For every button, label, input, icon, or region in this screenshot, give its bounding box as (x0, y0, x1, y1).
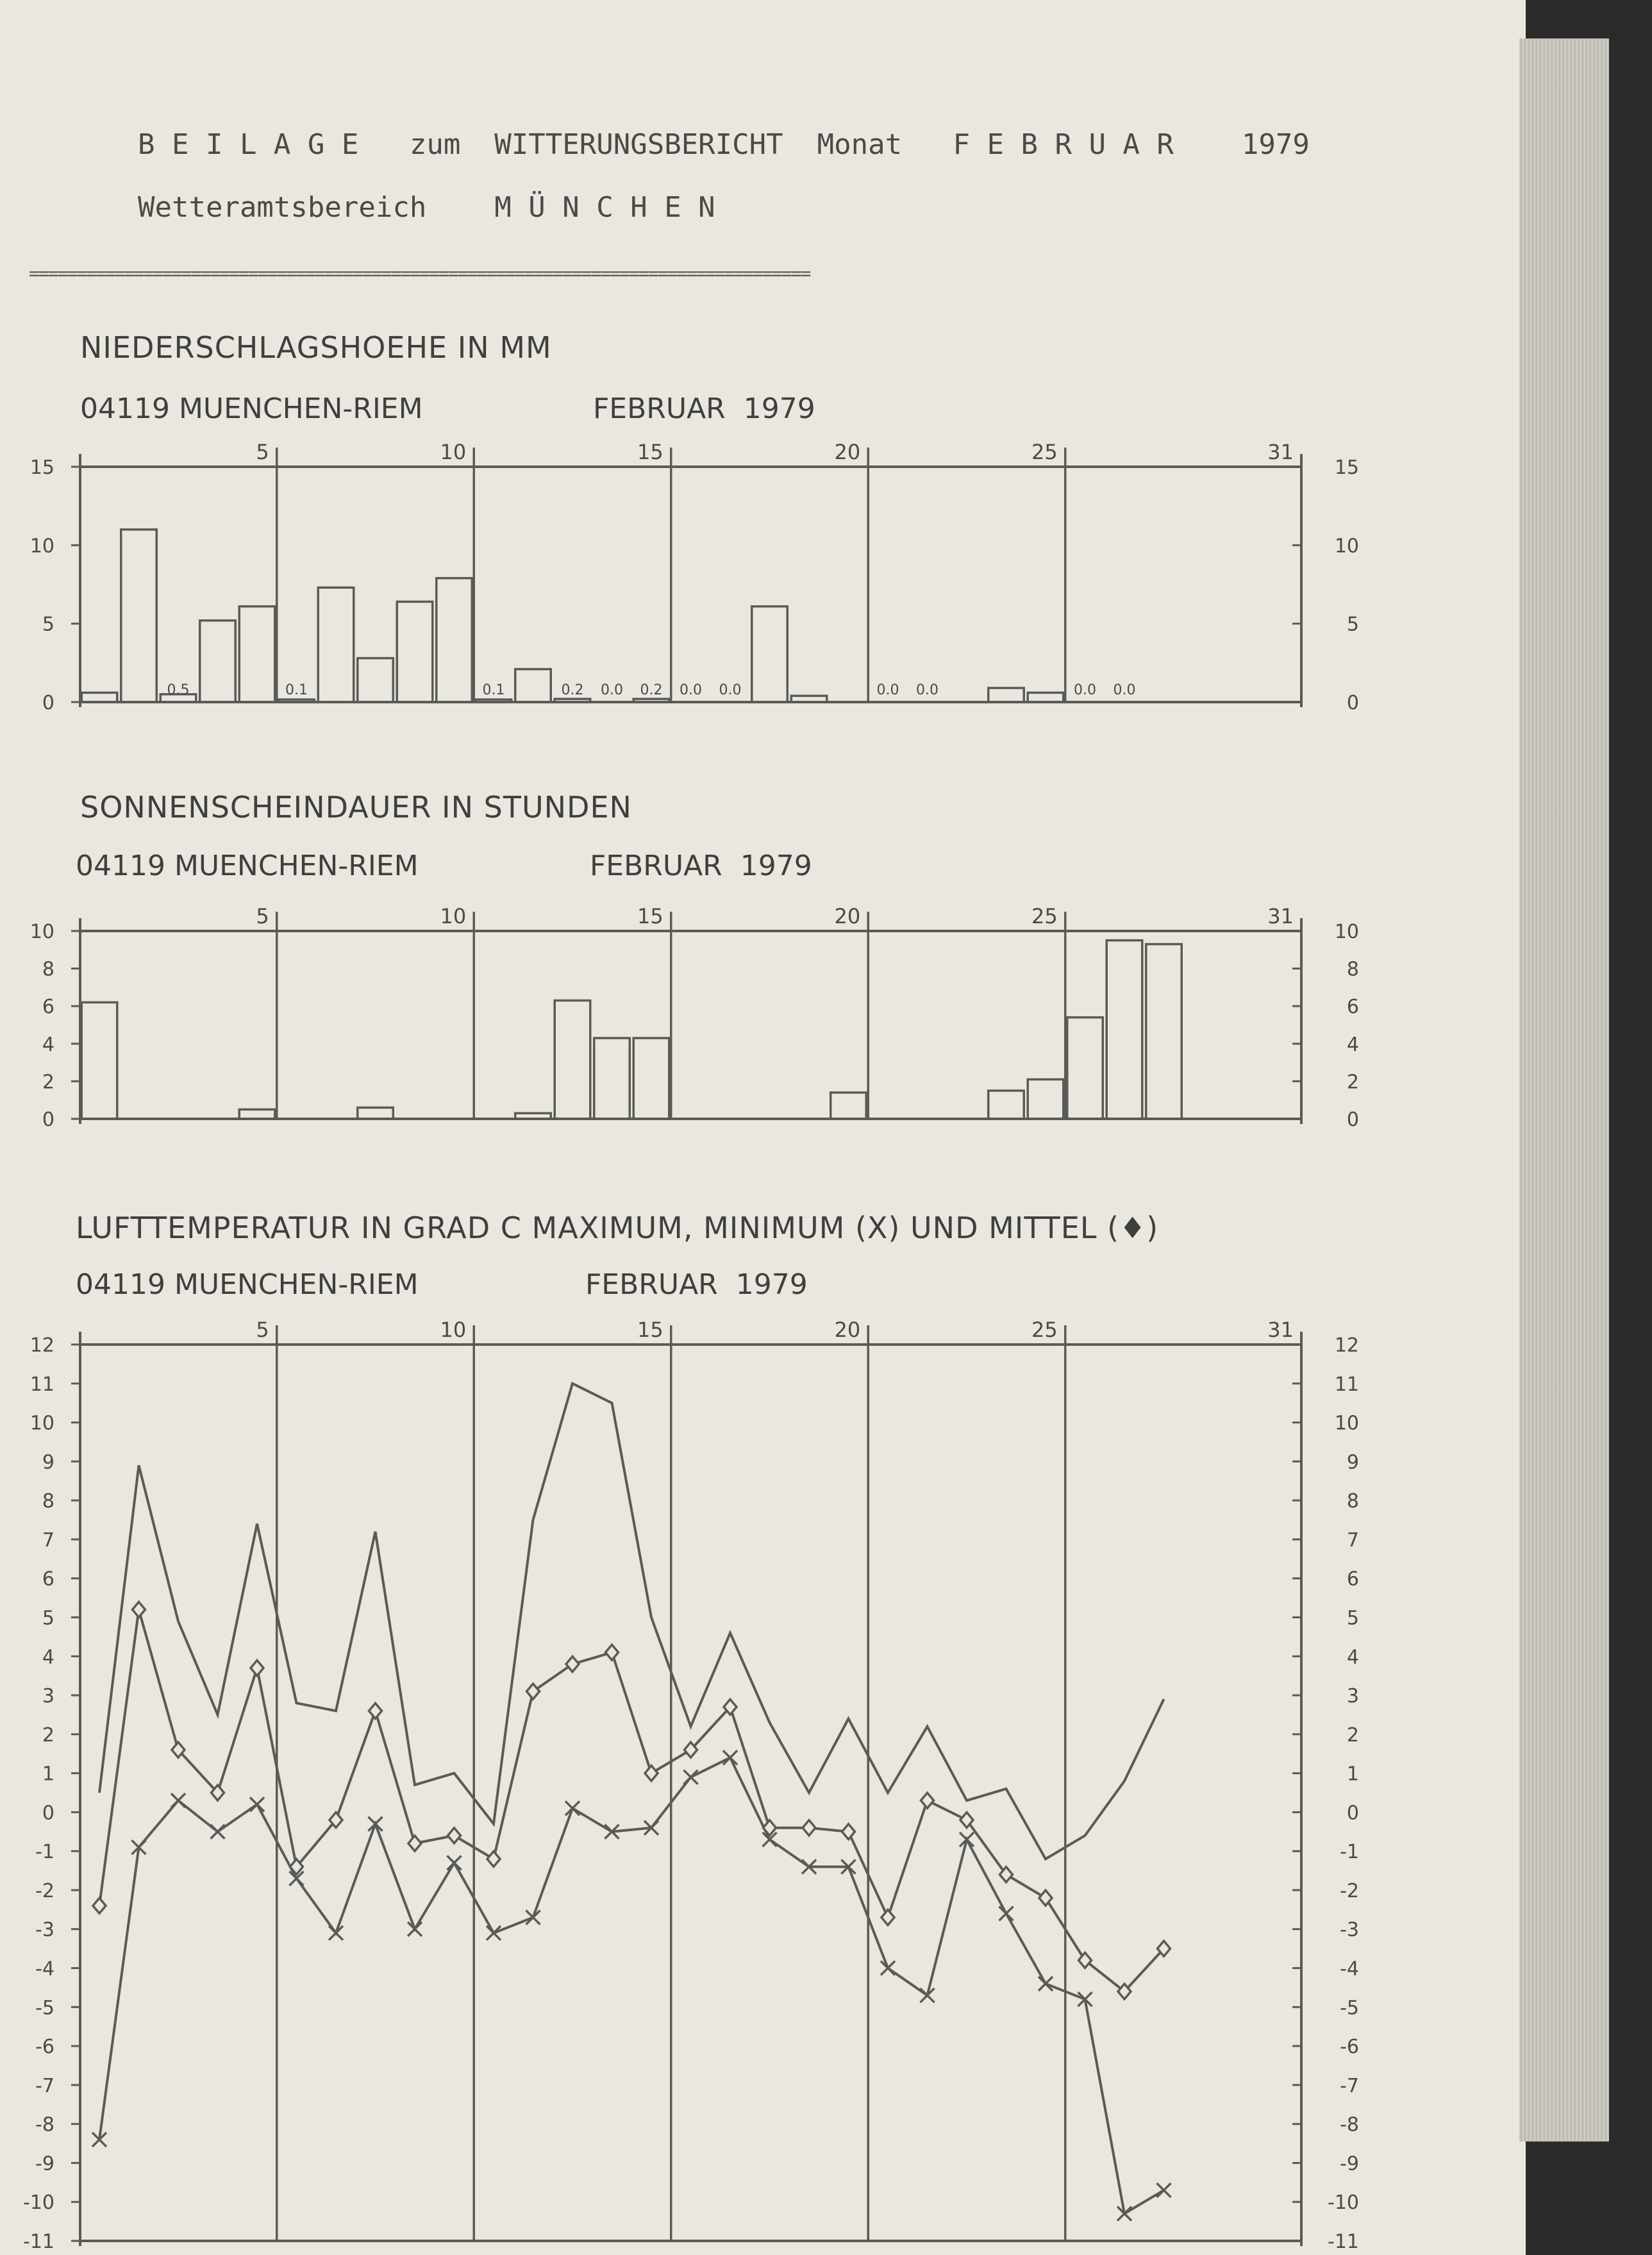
mean-temperature-marker (93, 1898, 106, 1913)
chart3-xtick-label: 5 (256, 1318, 269, 1342)
min-temperature-marker (723, 1750, 737, 1765)
chart2-bar (1146, 944, 1182, 1119)
mean-temperature-marker (645, 1766, 658, 1781)
chart3-ytick-label-left: 2 (42, 1723, 54, 1747)
chart3-ytick-label-left: -9 (35, 2152, 54, 2175)
chart3-ytick-label-right: -2 (1340, 1879, 1359, 1902)
chart3-ytick-label-left: 0 (42, 1802, 54, 1825)
chart2-xtick-label: 31 (1267, 904, 1294, 928)
min-temperature-marker (1039, 1977, 1053, 1991)
chart1-bar (752, 607, 788, 702)
chart1-bar-label: 0.0 (680, 682, 702, 698)
chart3-ytick-label-left: -10 (23, 2192, 54, 2215)
chart1-xtick-label: 20 (834, 440, 861, 464)
chart1-bar (200, 621, 236, 702)
chart1-bar-label: 0.1 (482, 682, 505, 698)
chart3-ytick-label-right: -9 (1340, 2152, 1359, 2175)
chart3-ytick-label-right: -5 (1340, 1997, 1359, 2020)
chart2-bar (515, 1113, 551, 1119)
chart2-ytick-label-left: 4 (42, 1033, 54, 1056)
chart3-xtick-label: 20 (834, 1318, 861, 1342)
chart2-ytick-label-right: 0 (1346, 1109, 1359, 1131)
chart2-ytick-label-right: 10 (1334, 921, 1359, 943)
chart1-bar-label: 0.0 (601, 682, 623, 698)
chart3-ytick-label-right: 3 (1346, 1685, 1359, 1708)
chart2-bar (1067, 1018, 1103, 1119)
chart3-ytick-label-left: 7 (42, 1529, 54, 1552)
chart3-ytick-label-left: 8 (42, 1490, 54, 1513)
chart2-bar (1106, 941, 1142, 1119)
temperature-period: FEBRUAR 1979 (585, 1268, 808, 1301)
chart2-xtick-label: 25 (1031, 904, 1058, 928)
min-temperature-marker (487, 1926, 501, 1940)
chart3-xtick-label: 25 (1031, 1318, 1058, 1342)
chart1-bar-label: 0.0 (916, 682, 939, 698)
chart3-ytick-label-right: 11 (1334, 1373, 1359, 1396)
chart1-bar-label: 0.0 (719, 682, 742, 698)
chart3-ytick-label-right: -7 (1340, 2074, 1359, 2097)
chart3-ytick-label-left: 6 (42, 1568, 54, 1591)
chart3-ytick-label-right: -3 (1340, 1918, 1359, 1941)
chart3-ytick-label-left: 12 (29, 1334, 54, 1357)
min-temperature-marker (526, 1911, 540, 1925)
mean-temperature-marker (527, 1684, 540, 1699)
chart2-bar (633, 1038, 669, 1119)
chart3-ytick-label-left: -11 (23, 2231, 54, 2253)
sunshine-station: 04119 MUENCHEN-RIEM (76, 850, 419, 882)
chart3-ytick-label-left: -4 (35, 1957, 54, 1981)
chart3-ytick-label-left: -3 (35, 1918, 54, 1941)
min-temperature-line (99, 1757, 1164, 2213)
mean-temperature-marker (369, 1703, 382, 1718)
min-temperature-marker (171, 1793, 185, 1807)
chart1-bar (555, 699, 590, 702)
sunshine-period: FEBRUAR 1979 (590, 850, 812, 882)
chart2-ytick-label-left: 8 (42, 958, 54, 981)
chart1-bar (81, 692, 117, 702)
chart1-bar (121, 530, 157, 702)
chart3-ytick-label-left: 5 (42, 1607, 54, 1630)
mean-temperature-marker (606, 1645, 619, 1660)
mean-temperature-marker (487, 1851, 500, 1866)
chart2-ytick-label-right: 6 (1346, 996, 1359, 1019)
precip-station: 04119 MUENCHEN-RIEM (80, 392, 423, 425)
min-temperature-marker (250, 1797, 264, 1811)
chart3-ytick-label-left: 4 (42, 1646, 54, 1669)
mean-temperature-marker (133, 1602, 146, 1617)
chart1-bar (515, 669, 551, 702)
mean-temperature-marker (408, 1836, 421, 1851)
min-temperature-marker (408, 1922, 422, 1936)
min-temperature-marker (1157, 2183, 1171, 2197)
chart1-bar (791, 696, 827, 702)
report-header-line1: B E I L A G E zum WITTERUNGSBERICHT Monat F E B R U A R 1979 (138, 128, 1310, 161)
chart3-xtick-label: 10 (440, 1318, 467, 1342)
chart2-ytick-label-right: 2 (1346, 1071, 1359, 1094)
chart1-bar-label: 0.1 (285, 682, 308, 698)
chart2-ytick-label-right: 8 (1346, 958, 1359, 981)
chart1-xtick-label: 25 (1031, 440, 1058, 464)
min-temperature-marker (999, 1906, 1014, 1920)
chart3-xtick-label: 15 (637, 1318, 663, 1342)
chart3-ytick-label-left: 3 (42, 1685, 54, 1708)
chart3-ytick-label-right: 12 (1334, 1334, 1359, 1357)
chart1-bar (1028, 692, 1064, 702)
temperature-station: 04119 MUENCHEN-RIEM (76, 1268, 419, 1301)
separator-rule: ================================================================================== (29, 263, 810, 284)
chart3-ytick-label-right: 6 (1346, 1568, 1359, 1591)
chart3-ytick-label-right: 0 (1346, 1802, 1359, 1825)
chart2-bar (358, 1107, 394, 1119)
chart3-ytick-label-left: -6 (35, 2036, 54, 2059)
chart1-ytick-label-right: 5 (1346, 613, 1359, 636)
chart2-ytick-label-left: 10 (29, 921, 54, 943)
chart2-ytick-label-right: 4 (1346, 1033, 1359, 1056)
chart1-bar (318, 587, 354, 702)
mean-temperature-marker (881, 1910, 894, 1925)
chart3-ytick-label-right: 4 (1346, 1646, 1359, 1669)
sunshine-chart-title: SONNENSCHEINDAUER IN STUNDEN (80, 790, 632, 825)
chart1-bar-label: 0.5 (167, 682, 190, 698)
chart1-ytick-label-right: 15 (1334, 457, 1359, 479)
chart2-xtick-label: 5 (256, 904, 269, 928)
chart1-ytick-label-left: 10 (29, 535, 54, 558)
chart1-bar (633, 699, 669, 702)
chart2-ytick-label-left: 2 (42, 1071, 54, 1094)
chart3-ytick-label-left: 1 (42, 1763, 54, 1786)
chart3-ytick-label-left: 9 (42, 1451, 54, 1474)
chart3-ytick-label-right: -8 (1340, 2113, 1359, 2136)
temperature-chart-title: LUFTTEMPERATUR IN GRAD C MAXIMUM, MINIMUM (X) UND MITTEL (♦) (76, 1211, 1159, 1245)
min-temperature-marker (881, 1961, 895, 1975)
chart3-ytick-label-right: -10 (1328, 2192, 1359, 2215)
mean-temperature-marker (803, 1820, 815, 1836)
chart2-bar (555, 1000, 590, 1119)
chart2-xtick-label: 10 (440, 904, 467, 928)
chart1-xtick-label: 5 (256, 440, 269, 464)
precip-chart-title: NIEDERSCHLAGSHOEHE IN MM (80, 330, 552, 365)
chart2-bar (831, 1093, 867, 1119)
mean-temperature-marker (842, 1824, 855, 1840)
chart2-bar (594, 1038, 630, 1119)
chart1-bar-label: 0.2 (561, 682, 584, 698)
chart3-ytick-label-left: -5 (35, 1997, 54, 2020)
chart1-ytick-label-right: 10 (1334, 535, 1359, 558)
chart2-bar (81, 1002, 117, 1119)
chart1-bar (358, 658, 394, 702)
chart3-ytick-label-left: -7 (35, 2074, 54, 2097)
chart3-ytick-label-left: -2 (35, 1879, 54, 1902)
chart3-ytick-label-right: 1 (1346, 1763, 1359, 1786)
chart3-ytick-label-right: 9 (1346, 1451, 1359, 1474)
chart2-bar (1028, 1079, 1064, 1119)
min-temperature-marker (447, 1856, 462, 1870)
mean-temperature-marker (921, 1793, 934, 1808)
chart3-ytick-label-right: 5 (1346, 1607, 1359, 1630)
mean-temperature-marker (251, 1660, 263, 1675)
precip-period: FEBRUAR 1979 (593, 392, 815, 425)
chart1-bar-label: 0.2 (640, 682, 663, 698)
chart2-bar (239, 1109, 275, 1119)
chart2-bar (989, 1091, 1024, 1119)
min-temperature-marker (329, 1926, 343, 1940)
chart1-ytick-label-right: 0 (1346, 692, 1359, 714)
chart3-ytick-label-right: -11 (1328, 2231, 1359, 2253)
chart1-bar-label: 0.0 (1113, 682, 1136, 698)
chart1-ytick-label-left: 15 (29, 457, 54, 479)
chart1-bar (989, 688, 1024, 702)
min-temperature-marker (369, 1817, 383, 1831)
chart3-ytick-label-right: 8 (1346, 1490, 1359, 1513)
chart3-ytick-label-right: 7 (1346, 1529, 1359, 1552)
chart2-ytick-label-left: 6 (42, 996, 54, 1019)
chart1-bar (239, 607, 275, 702)
chart3-ytick-label-right: -6 (1340, 2036, 1359, 2059)
chart3-ytick-label-left: 10 (29, 1412, 54, 1435)
mean-temperature-marker (566, 1656, 579, 1672)
min-temperature-marker (684, 1770, 698, 1784)
chart3-xtick-label: 31 (1267, 1318, 1294, 1342)
chart1-bar (397, 601, 433, 702)
chart2-xtick-label: 20 (834, 904, 861, 928)
mean-temperature-marker (448, 1828, 461, 1843)
chart1-bar-label: 0.0 (876, 682, 899, 698)
min-temperature-marker (211, 1825, 225, 1839)
chart1-ytick-label-left: 0 (42, 692, 54, 714)
chart3-ytick-label-right: -1 (1340, 1841, 1359, 1864)
chart3-ytick-label-right: -4 (1340, 1957, 1359, 1981)
max-temperature-line (99, 1384, 1164, 1859)
chart3-ytick-label-left: 11 (29, 1373, 54, 1396)
chart1-xtick-label: 10 (440, 440, 467, 464)
chart3-ytick-label-left: -1 (35, 1841, 54, 1864)
chart1-xtick-label: 31 (1267, 440, 1294, 464)
chart3-ytick-label-left: -8 (35, 2113, 54, 2136)
chart3-ytick-label-right: 2 (1346, 1723, 1359, 1747)
chart2-ytick-label-left: 0 (42, 1109, 54, 1131)
min-temperature-marker (565, 1801, 580, 1815)
report-header-line2: Wetteramtsbereich M Ü N C H E N (138, 191, 715, 224)
mean-temperature-marker (763, 1820, 776, 1836)
chart1-bar-label: 0.0 (1074, 682, 1096, 698)
chart1-xtick-label: 15 (637, 440, 663, 464)
chart3-ytick-label-right: 10 (1334, 1412, 1359, 1435)
chart2-xtick-label: 15 (637, 904, 663, 928)
chart1-ytick-label-left: 5 (42, 613, 54, 636)
chart1-bar (437, 578, 472, 702)
